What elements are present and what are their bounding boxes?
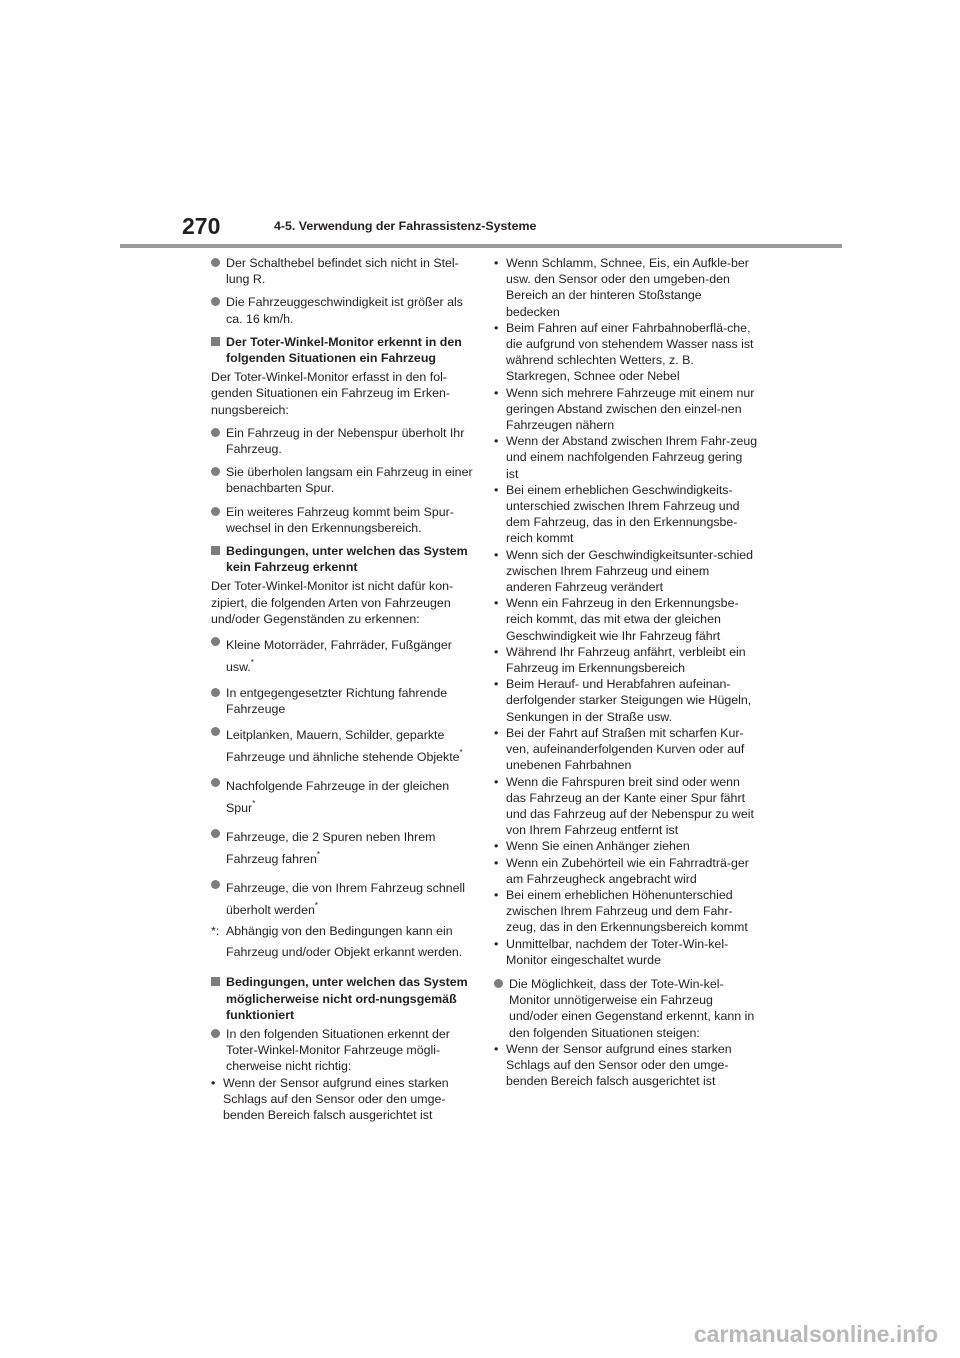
sub-list-item: • Wenn Sie einen Anhänger ziehen [494, 839, 690, 854]
paragraph: Der Toter-Winkel-Monitor ist nicht dafür kon-zipiert, die folgenden Arten von Fahrzeugen und/oder Gegenständen zu erkennen: [211, 579, 454, 626]
circle-bullet-icon [211, 880, 220, 889]
circle-bullet-icon [211, 637, 220, 646]
dot-bullet: • [494, 434, 499, 449]
sub-list-item: • Wenn der Abstand zwischen Ihrem Fahr-zeug und einem nachfolgenden Fahrzeug gering ist [494, 434, 758, 481]
circle-bullet-icon [494, 979, 503, 988]
list-item: Sie überholen langsam ein Fahrzeug in einer benachbarten Spur. [211, 464, 473, 496]
sub-list-item: • Beim Fahren auf einer Fahrbahnoberflä-che, die aufgrund von stehendem Wasser nass ist während schlechten Wetters, z. B. Starkregen, Schnee oder Nebel [494, 320, 754, 384]
footnote: *: Abhängig von den Bedingungen kann ein Fahrzeug und/oder Objekt erkannt werden. [211, 921, 473, 963]
circle-bullet-icon [211, 1029, 220, 1038]
list-item: Fahrzeuge, die 2 Spuren neben Ihrem Fahrzeug fahren* [211, 826, 473, 870]
list-item: Fahrzeuge, die von Ihrem Fahrzeug schnell überholt werden* [211, 877, 473, 921]
circle-bullet-icon [211, 507, 220, 516]
circle-bullet-icon [211, 297, 220, 306]
circle-bullet-icon [211, 428, 220, 437]
list-item: Kleine Motorräder, Fahrräder, Fußgänger usw.* [211, 634, 473, 678]
sub-list-item: • Bei der Fahrt auf Straßen mit scharfen Kur-ven, aufeinanderfolgenden Kurven oder auf unebenen Fahrbahnen [494, 725, 745, 773]
sub-list-item: • Wenn sich der Geschwindigkeitsunter-schied zwischen Ihrem Fahrzeug und einem anderen Fahrzeug verändert [494, 547, 754, 595]
sub-list-item: • Wenn ein Zubehörteil wie ein Fahrradträ-ger am Fahrzeugheck angebracht wird [494, 855, 749, 886]
square-bullet-icon [211, 337, 220, 346]
square-bullet-icon [211, 977, 220, 986]
dot-bullet: • [494, 725, 499, 740]
sub-list-item: • Wenn der Sensor aufgrund eines starken Schlags auf den Sensor oder den umge-benden Bereich falsch ausgerichtet ist [494, 1041, 732, 1089]
list-item: In entgegengesetzter Richtung fahrende Fahrzeuge [211, 685, 473, 717]
section-heading: Bedingungen, unter welchen das System möglicherweise nicht ord-nungsgemäß funktioniert [211, 974, 473, 1023]
list-item: Die Fahrzeuggeschwindigkeit ist größer als ca. 16 km/h. [211, 294, 473, 326]
dot-bullet: • [494, 677, 499, 692]
footnote-mark: *: [211, 924, 220, 939]
right-column [494, 255, 758, 1089]
left-column [211, 255, 473, 1123]
section-heading: Bedingungen, unter welchen das System kein Fahrzeug erkennt [211, 543, 473, 575]
list-item: Ein weiteres Fahrzeug kommt beim Spur-wechsel in den Erkennungsbereich. [211, 504, 473, 536]
list-item: Ein Fahrzeug in der Nebenspur überholt Ihr Fahrzeug. [211, 425, 473, 457]
circle-bullet-icon [211, 778, 220, 787]
sub-list-item: • Wenn die Fahrspuren breit sind oder wenn das Fahrzeug an der Kante einer Spur fährt und das Fahrzeug auf der Nebenspur zu weit von Ihrem Fahrzeug entfernt ist [494, 774, 754, 838]
sub-list-item: • Unmittelbar, nachdem der Toter-Win-kel-Monitor eingeschaltet wurde [494, 936, 729, 967]
footnote-star: * [459, 748, 463, 758]
footnote-star: * [316, 850, 321, 860]
sub-list-item: • Während Ihr Fahrzeug anfährt, verbleibt ein Fahrzeug im Erkennungsbereich [494, 644, 746, 676]
paragraph: Der Toter-Winkel-Monitor erfasst in den fol-genden Situationen ein Fahrzeug im Erken-nungsbereich: [211, 370, 451, 417]
dot-bullet: • [494, 936, 499, 951]
dot-bullet: • [494, 596, 499, 611]
circle-bullet-icon [211, 727, 220, 736]
sub-list-item: • Wenn der Sensor aufgrund eines starken Schlags auf den Sensor oder den umge-benden Bereich falsch ausgerichtet ist [211, 1075, 449, 1123]
sub-list-item: • Wenn Schlamm, Schnee, Eis, ein Aufkle-ber usw. den Sensor oder den umgeben-den Bereich an der hinteren Stoßstange bedecken [494, 256, 749, 319]
section-title: 4-5. Verwendung der Fahrassistenz-Systeme [274, 219, 537, 233]
list-item: Die Möglichkeit, dass der Tote-Win-kel-Monitor unnötigerweise ein Fahrzeug und/oder einen Gegenstand erkennt, kann in den folgenden Situationen steigen: [494, 976, 758, 1041]
sub-list-item: • Wenn ein Fahrzeug in den Erkennungsbe-reich kommt, das mit etwa der gleichen Geschwindigkeit wie Ihr Fahrzeug fährt [494, 596, 739, 643]
circle-bullet-icon [211, 467, 220, 476]
section-heading: Der Toter-Winkel-Monitor erkennt in den folgenden Situationen ein Fahrzeug [211, 334, 473, 366]
footnote-star: * [314, 901, 318, 911]
footnote-star: * [252, 799, 256, 809]
dot-bullet: • [211, 1075, 216, 1090]
circle-bullet-icon [211, 258, 220, 267]
sub-list-item: • Wenn sich mehrere Fahrzeuge mit einem nur geringen Abstand zwischen den einzel-nen Fahrzeugen nähern [494, 385, 755, 433]
watermark: carmanualsonline.info [693, 1321, 938, 1347]
circle-bullet-icon [211, 829, 220, 838]
header-divider [120, 244, 842, 248]
dot-bullet: • [494, 1041, 499, 1056]
footnote-star: * [250, 658, 254, 668]
list-item: In den folgenden Situationen erkennt der Toter-Winkel-Monitor Fahrzeuge mögli-cherweise nicht richtig: [211, 1026, 473, 1075]
dot-bullet: • [494, 482, 499, 497]
list-item: Leitplanken, Mauern, Schilder, geparkte Fahrzeuge und ähnliche stehende Objekte* [211, 724, 473, 768]
sub-list-item: • Beim Herauf- und Herabfahren aufeinan-derfolgender starker Steigungen wie Hügeln, Senkungen in der Straße usw. [494, 677, 752, 724]
dot-bullet: • [494, 547, 499, 562]
sub-list-item: • Bei einem erheblichen Geschwindigkeits-unterschied zwischen Ihrem Fahrzeug und dem Fahrzeug, das in den Erkennungsbe-reich kommt [494, 482, 740, 546]
page-number: 270 [182, 213, 221, 239]
dot-bullet: • [494, 839, 499, 854]
dot-bullet: • [494, 256, 499, 270]
dot-bullet: • [494, 385, 499, 400]
list-item: Der Schalthebel befindet sich nicht in Stel-lung R. [211, 255, 473, 287]
list-item: Nachfolgende Fahrzeuge in der gleichen Spur* [211, 775, 473, 819]
dot-bullet: • [494, 774, 499, 789]
dot-bullet: • [494, 320, 499, 335]
dot-bullet: • [494, 855, 499, 870]
dot-bullet: • [494, 644, 499, 659]
dot-bullet: • [494, 887, 499, 902]
square-bullet-icon [211, 546, 220, 555]
sub-list-item: • Bei einem erheblichen Höhenunterschied zwischen Ihrem Fahrzeug und dem Fahr-zeug, das in den Erkennungsbereich kommt [494, 887, 748, 935]
circle-bullet-icon [211, 688, 220, 697]
